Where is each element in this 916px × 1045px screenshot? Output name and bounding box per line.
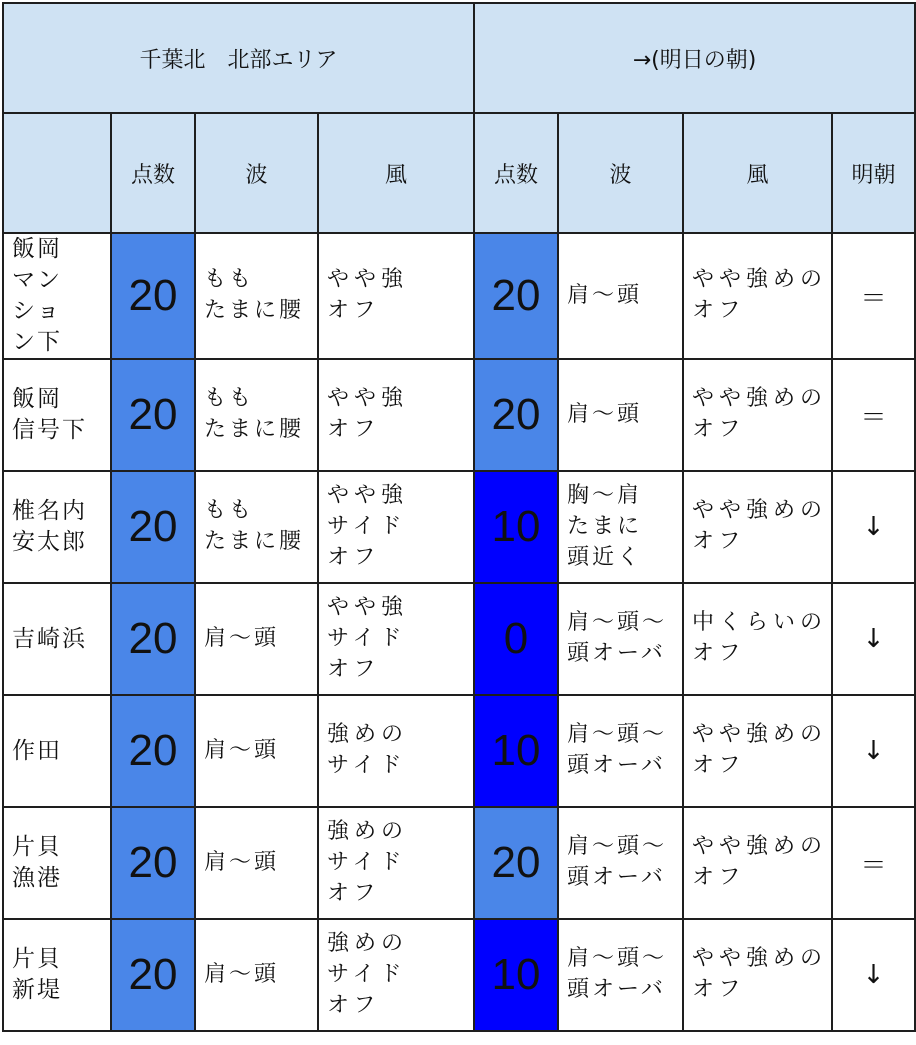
tomorrow-wave-cell: 肩〜頭〜 頭オーバ [558,919,683,1031]
wave-cell: もも たまに腰 [195,233,318,359]
spot-name: 椎名内 安太郎 [3,471,111,583]
score-cell: 20 [111,471,195,583]
table-row [3,471,915,583]
wind-header: 風 [318,113,474,233]
score-cell: 20 [111,807,195,919]
spot-name: 片貝 漁港 [3,807,111,919]
tomorrow-wind-cell: やや強めの オフ [683,807,832,919]
table-row [3,583,915,695]
wave-cell: もも たまに腰 [195,471,318,583]
tomorrow-wind-cell: やや強めの オフ [683,359,832,471]
wave-cell: 肩〜頭 [195,919,318,1031]
tomorrow-score-cell: 10 [474,471,558,583]
score-cell: 20 [111,359,195,471]
spot-name: 片貝 新堤 [3,919,111,1031]
tomorrow-wave-cell: 肩〜頭〜 頭オーバ [558,695,683,807]
spot-header [3,113,111,233]
tomorrow-wave-cell: 肩〜頭 [558,359,683,471]
spot-name: 作田 [3,695,111,807]
trend-cell: ↓ [832,583,915,695]
trend-cell: ＝ [832,233,915,359]
tomorrow-wind-cell: やや強めの オフ [683,919,832,1031]
score-cell: 20 [111,919,195,1031]
tomorrow-wind-cell: やや強めの オフ [683,695,832,807]
score-cell: 20 [111,695,195,807]
surf-forecast-table [2,2,916,1032]
table-row [3,807,915,919]
wind-cell: やや強 サイド オフ [318,583,474,695]
wave-cell: 肩〜頭 [195,695,318,807]
tomorrow-score-cell: 20 [474,233,558,359]
score-cell: 20 [111,583,195,695]
column-header-row [3,113,915,233]
tomorrow-wind-header: 風 [683,113,832,233]
tomorrow-score-cell: 10 [474,919,558,1031]
trend-cell: ＝ [832,807,915,919]
spot-name: 飯岡 信号下 [3,359,111,471]
tomorrow-wave-cell: 肩〜頭〜 頭オーバ [558,583,683,695]
tomorrow-wave-cell: 胸〜肩 たまに 頭近く [558,471,683,583]
spot-name: 飯岡 マン ショ ン下 [3,233,111,359]
tomorrow-score-header: 点数 [474,113,558,233]
score-cell: 20 [111,233,195,359]
table-row [3,233,915,359]
trend-cell: ↓ [832,919,915,1031]
tomorrow-wave-cell: 肩〜頭 [558,233,683,359]
table-row [3,919,915,1031]
wind-cell: やや強 オフ [318,233,474,359]
wave-cell: 肩〜頭 [195,807,318,919]
wave-header: 波 [195,113,318,233]
spot-name: 吉崎浜 [3,583,111,695]
trend-header: 明朝 [832,113,915,233]
wave-cell: もも たまに腰 [195,359,318,471]
tomorrow-wind-cell: やや強めの オフ [683,233,832,359]
table-row [3,695,915,807]
tomorrow-score-cell: 20 [474,359,558,471]
tomorrow-wind-cell: 中くらいの オフ [683,583,832,695]
trend-cell: ↓ [832,471,915,583]
tomorrow-wave-cell: 肩〜頭〜 頭オーバ [558,807,683,919]
wind-cell: 強めの サイド オフ [318,807,474,919]
tomorrow-title: →(明日の朝) [474,3,915,113]
wind-cell: やや強 オフ [318,359,474,471]
tomorrow-score-cell: 20 [474,807,558,919]
title-row [3,3,915,113]
wind-cell: やや強 サイド オフ [318,471,474,583]
score-header: 点数 [111,113,195,233]
table-row [3,359,915,471]
tomorrow-wind-cell: やや強めの オフ [683,471,832,583]
area-title: 千葉北 北部エリア [3,3,474,113]
trend-cell: ↓ [832,695,915,807]
tomorrow-score-cell: 10 [474,695,558,807]
wave-cell: 肩〜頭 [195,583,318,695]
tomorrow-score-cell: 0 [474,583,558,695]
wind-cell: 強めの サイド オフ [318,919,474,1031]
tomorrow-wave-header: 波 [558,113,683,233]
trend-cell: ＝ [832,359,915,471]
wind-cell: 強めの サイド [318,695,474,807]
